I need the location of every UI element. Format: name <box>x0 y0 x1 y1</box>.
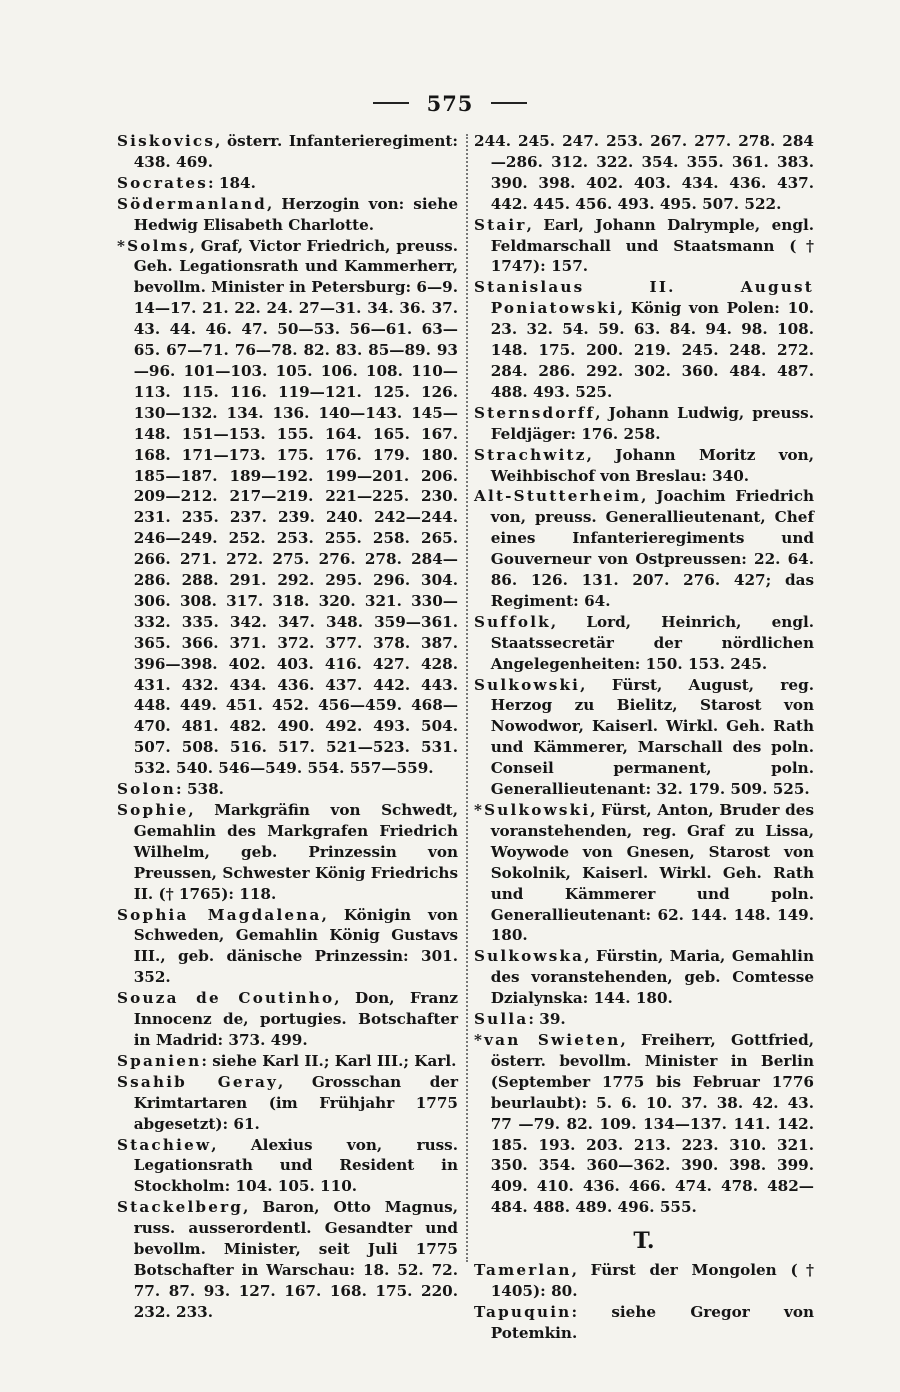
right-column-entries <box>474 131 814 1218</box>
entry-text: , Fürst, August, reg. Herzog zu Bielitz, Starost von Nowodwor, Kaiserl. Wirkl. Geh. Rath und Kämmerer, Marschall des poln. Conseil permanent, poln. Generallieutenant: 32. 179. 509. 525. <box>490 675 814 799</box>
entry-text: : 39. <box>528 1010 566 1029</box>
index-entry <box>117 779 458 800</box>
entry-text: , Fürstin, Maria, Gemahlin des voranstehenden, geb. Comtesse Dzialynska: 144. 180. <box>490 947 814 1008</box>
entry-text: , Earl, Johann Dalrymple, engl. Feldmarschall und Staatsmann († 1747): 157. <box>490 215 814 276</box>
entry-headword: Sulkowska <box>474 947 585 966</box>
entry-text: , Joachim Friedrich von, preuss. Generallieutenant, Chef eines Infanterieregiments und Gouverneur von Ostpreussen: 22. 64. 86. 126. 131. 207. 276. 427; das Regiment: 64. <box>490 487 814 610</box>
section-letter-t: T. <box>633 1228 655 1255</box>
index-entry <box>474 277 814 402</box>
entry-headword: *Solms <box>117 236 190 255</box>
entry-text: , Don, Franz Innocenz de, portugies. Botschafter in Madrid: 373. 499. <box>133 989 458 1049</box>
index-entry <box>474 1302 814 1344</box>
entry-text: , Fürst der Mongolen († 1405): 80. <box>490 1261 814 1301</box>
index-entry <box>474 1260 814 1302</box>
entry-text: , Fürst, Anton, Bruder des voranstehenden, reg. Graf zu Lissa, Woywode von Gnesen, Starost von Sokolnik, Kaiserl. Wirkl. Geh. Rath und Kämmerer und poln. Generallieutenant: 62. 144. 148. 149. 180. <box>490 801 814 945</box>
index-entry <box>117 1051 458 1072</box>
column-divider <box>466 134 468 1262</box>
entry-text: , Lord, Heinrich, engl. Staatssecretär der nördlichen Angelegenheiten: 150. 153. 245. <box>490 612 814 673</box>
index-entry <box>474 1009 814 1030</box>
entry-text: , König von Polen: 10. 23. 32. 54. 59. 63. 84. 94. 98. 108. 148. 175. 200. 219. 245. 248. 272. 284. 286. 292. 302. 360. 484. 487. 488. 493. 525. <box>490 299 814 401</box>
index-entry <box>117 905 458 989</box>
entry-headword: Tamerlan <box>474 1261 572 1280</box>
entry-text: : siehe Gregor von Potemkin. <box>490 1302 814 1342</box>
entry-headword: Tapuquin <box>474 1302 572 1321</box>
entry-headword: Stachiew <box>117 1135 212 1154</box>
right-column-entries-t <box>474 1260 814 1344</box>
entry-headword: Suffolk <box>474 612 551 631</box>
entry-headword: Socrates <box>117 173 209 192</box>
entry-headword: Souza de Coutinho <box>117 989 335 1008</box>
entry-headword: Sophia Magdalena <box>117 905 322 924</box>
entry-headword: Solon <box>117 780 177 799</box>
index-entry <box>117 131 458 173</box>
entry-text: , Johann Ludwig, preuss. Feldjäger: 176. 258. <box>490 403 814 443</box>
entry-headword: Sternsdorff <box>474 403 596 422</box>
index-entry <box>474 403 814 445</box>
header-rule-right <box>491 102 527 104</box>
index-entry <box>117 1135 458 1198</box>
entry-text: : siehe Karl II.; Karl III.; Karl. <box>201 1051 457 1070</box>
entry-text: , Alexius von, russ. Legationsrath und Resident in Stockholm: 104. 105. 110. <box>133 1135 458 1196</box>
header-rule-left <box>373 102 409 104</box>
index-entry <box>474 1030 814 1218</box>
index-entry <box>117 1197 458 1322</box>
index-entry <box>117 194 458 236</box>
entry-headword: Stanislaus II. August Poniatowski <box>474 278 814 318</box>
entry-headword: Strachwitz <box>474 445 587 464</box>
index-entry <box>474 131 814 215</box>
index-entry <box>474 675 814 800</box>
entry-headword: Siskovics <box>117 132 216 150</box>
entry-headword: Sophie <box>117 801 189 819</box>
entry-text: : 184. <box>208 173 256 192</box>
entry-text: , Freiherr, Gottfried, österr. bevollm. Minister in Berlin (September 1775 bis Februar 1776 beurlaubt): 5. 6. 10. 37. 38. 42. 43. 77 —79. 82. 109. 134—137. 141. 142. 185. 193. 203. 213. 223. 310. 321. 350. 354. 360—362. 390. 398. 399. 409. 410. 436. 466. 474. 478. 482— 484. 488. 489. 496. 555. <box>490 1030 814 1217</box>
index-entry <box>474 445 814 487</box>
entry-text: , Baron, Otto Magnus, russ. ausserordentl. Gesandter und bevollm. Minister, seit Juli 1775 Botschafter in Warschau: 18. 52. 72. 77. 87. 93. 127. 167. 168. 175. 220. 232. 233. <box>133 1198 458 1321</box>
entry-headword: *van Swieten <box>474 1030 621 1049</box>
index-entry <box>117 800 458 905</box>
entry-text: , österr. Infanterieregiment: 438. 469. <box>133 132 458 171</box>
entry-text: , Herzogin von: siehe Hedwig Elisabeth Charlotte. <box>133 194 458 234</box>
entry-headword: Ssahib Geray <box>117 1072 279 1091</box>
entry-headword: Sulla <box>474 1010 529 1029</box>
entry-text: , Johann Moritz von, Weihbischof von Breslau: 340. <box>490 445 814 485</box>
index-entry <box>117 1072 458 1135</box>
index-entry <box>474 215 814 278</box>
index-entry <box>117 236 458 780</box>
entry-text: , Markgräfin von Schwedt, Gemahlin des Markgrafen Friedrich Wilhelm, geb. Prinzessin von Preussen, Schwester König Friedrichs II. († 1765): 118. <box>133 801 458 903</box>
index-entry <box>117 173 458 194</box>
entry-text: , Graf, Victor Friedrich, preuss. Geh. Legationsrath und Kammerherr, bevollm. Minister in Petersburg: 6—9. 14—17. 21. 22. 24. 27—31. 34. 36. 37. 43. 44. 46. 47. 50—53. 56—61. 63—65. 67—71. 76—78. 82. 83. 85—89. 93—96. 101—103. 105. 106. 108. 110—113. 115. 116. 119—121. 125. 126. 130—132. 134. 136. 140—143. 145—148. 151—153. 155. 164. 165. 167. 168. 171—173. 175. 176. 179. 180. 185—187. 189—192. 199—201. 206. 209—212. 217—219. 221—225. 230. 231. 235. 237. 239. 240. 242—244. 246—249. 252. 253. 255. 258. 265. 266. 271. 272. 275. 276. 278. 284—286. 288. 291. 292. 295. 296. 304. 306. 308. 317. 318. 320. 321. 330—332. 335. 342. 347. 348. 359—361. 365. 366. 371. 372. 377. 378. 387. 396—398. 402. 403. 416. 427. 428. 431. 432. 434. 436. 437. 442. 443. 448. 449. 451. 452. 456—459. 468—470. 481. 482. 490. 492. 493. 504. 507. 508. 516. 517. 521—523. 531. 532. 540. 546—549. 554. 557—559. <box>133 236 458 778</box>
index-entry <box>474 800 814 946</box>
left-column <box>117 131 458 1323</box>
entry-headword: Södermanland <box>117 194 268 213</box>
entry-headword: Stair <box>474 215 527 234</box>
index-entry <box>474 946 814 1009</box>
entry-headword: Spanien <box>117 1051 202 1070</box>
entry-text: , Grosschan der Krimtartaren (im Frühjahr 1775 abgesetzt): 61. <box>133 1072 458 1133</box>
entry-headword: Alt-Stutterheim <box>474 487 642 506</box>
index-entry <box>117 988 458 1051</box>
entry-text: , Königin von Schweden, Gemahlin König Gustavs III., geb. dänische Prinzessin: 301. 352. <box>133 905 458 987</box>
entry-headword: Sulkowski <box>474 675 581 694</box>
entry-headword: Stackelberg <box>117 1198 244 1217</box>
page-number: 575 <box>426 90 474 116</box>
index-entry <box>474 486 814 611</box>
entry-text: : 538. <box>176 780 224 799</box>
right-column <box>474 131 814 1344</box>
index-entry <box>474 612 814 675</box>
entry-headword: *Sulkowski <box>474 801 591 819</box>
entry-text: 244. 245. 247. 253. 267. 277. 278. 284—286. 312. 322. 354. 355. 361. 383. 390. 398. 402. 403. 434. 436. 437. 442. 445. 456. 493. 495. 507. 522. <box>474 132 814 213</box>
page-header <box>0 88 900 118</box>
